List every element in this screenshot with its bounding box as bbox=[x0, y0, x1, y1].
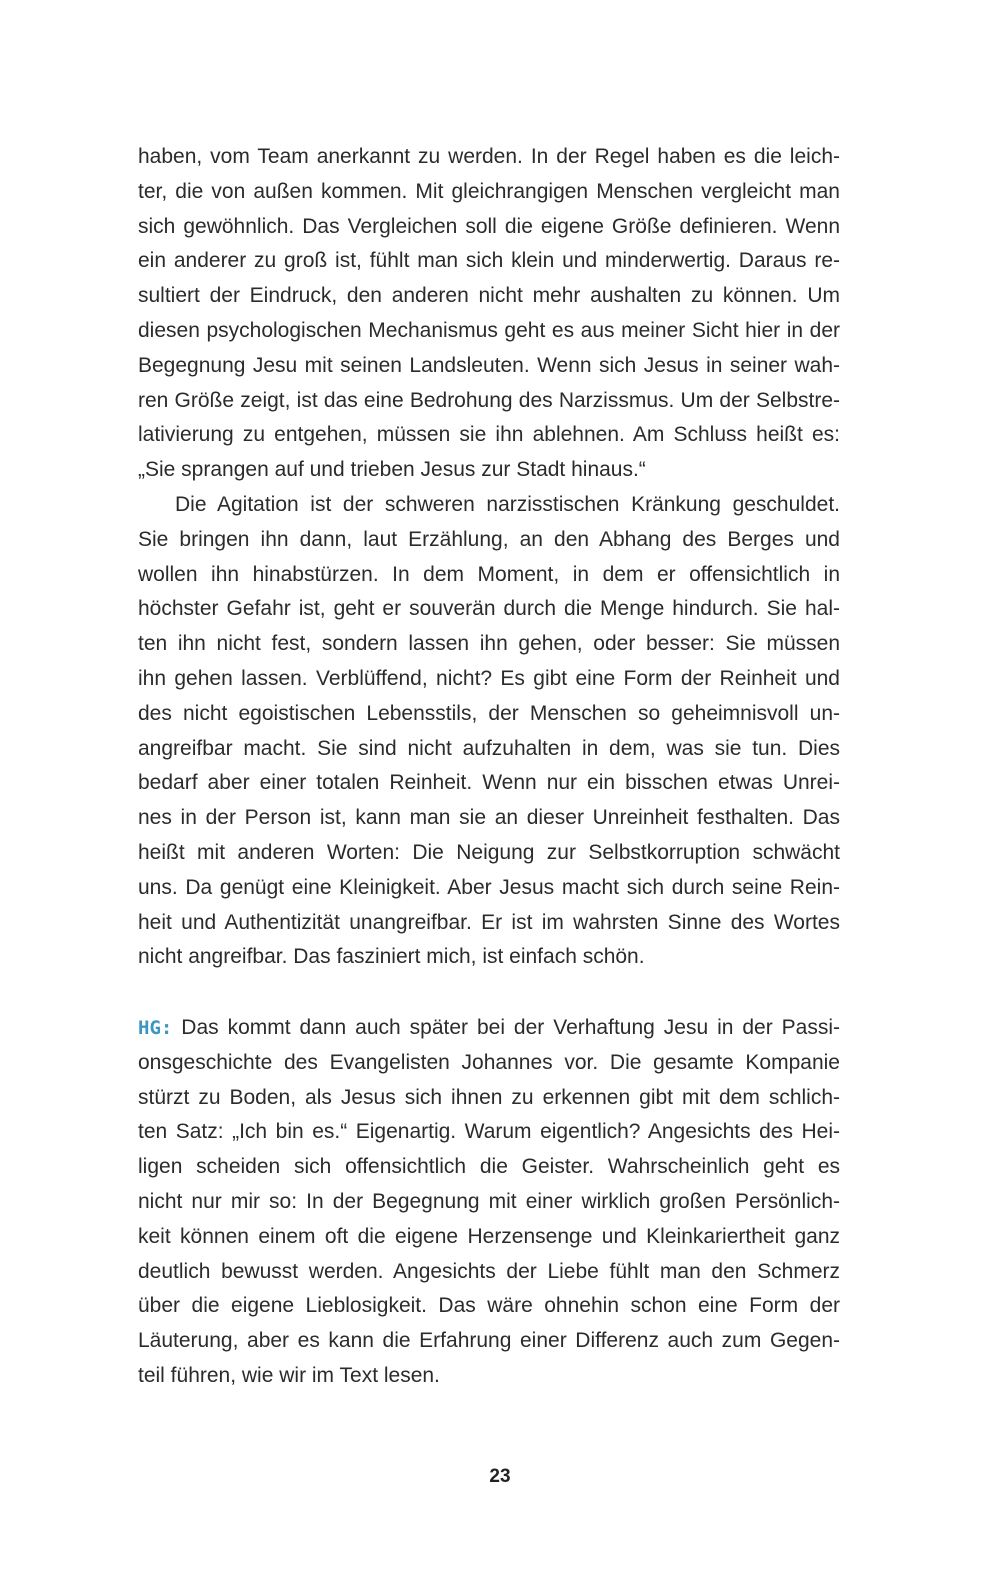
text-line: des nicht egoistischen Lebensstils, der Menschen so geheimnisvoll un- bbox=[138, 701, 840, 725]
text-line: ihn gehen lassen. Verblüffend, nicht? Es gibt eine Form der Reinheit und bbox=[138, 666, 840, 690]
speaker-label: HG: bbox=[138, 1017, 173, 1039]
text-line: höchster Gefahr ist, geht er souverän durch die Menge hindurch. Sie hal- bbox=[138, 597, 840, 621]
text-line: sultiert der Eindruck, den anderen nicht mehr aushalten zu können. Um bbox=[138, 284, 840, 308]
text-line: nes in der Person ist, kann man sie an dieser Unreinheit festhalten. Das bbox=[138, 806, 840, 830]
text-line: deutlich bewusst werden. Angesichts der Liebe fühlt man den Schmerz bbox=[138, 1259, 840, 1283]
text-line: wollen ihn hinabstürzen. In dem Moment, in dem er offensichtlich in bbox=[138, 562, 840, 586]
text-line: Sie bringen ihn dann, laut Erzählung, an den Abhang des Berges und bbox=[138, 527, 840, 551]
text-line: lativierung zu entgehen, müssen sie ihn ablehnen. Am Schluss heißt es: bbox=[138, 423, 840, 447]
text-line: sich gewöhnlich. Das Vergleichen soll die eigene Größe definieren. Wenn bbox=[138, 214, 840, 238]
text-line: über die eigene Lieblosigkeit. Das wäre ohnehin schon eine Form der bbox=[138, 1294, 840, 1318]
text-line: diesen psychologischen Mechanismus geht es aus meiner Sicht hier in der bbox=[138, 318, 840, 342]
text-line: nicht angreifbar. Das fasziniert mich, ist einfach schön. bbox=[138, 945, 645, 969]
text-line bbox=[138, 1011, 840, 1046]
text-line: teil führen, wie wir im Text lesen. bbox=[138, 1363, 440, 1387]
text-line: ter, die von außen kommen. Mit gleichrangigen Menschen vergleicht man bbox=[138, 179, 840, 203]
text-line: bedarf aber einer totalen Reinheit. Wenn nur ein bisschen etwas Unrei- bbox=[138, 771, 840, 795]
text-line: keit können einem oft die eigene Herzensenge und Kleinkariertheit ganz bbox=[138, 1224, 840, 1248]
text-line: Die Agitation ist der schweren narzisstischen Kränkung geschuldet. bbox=[175, 492, 840, 516]
text-line: ten ihn nicht fest, sondern lassen ihn gehen, oder besser: Sie müssen bbox=[138, 632, 840, 656]
text-line: ren Größe zeigt, ist das eine Bedrohung des Narzissmus. Um der Selbstre- bbox=[138, 388, 840, 412]
text-line: ein anderer zu groß ist, fühlt man sich klein und minderwertig. Daraus re- bbox=[138, 249, 840, 273]
text-line: heißt mit anderen Worten: Die Neigung zur Selbstkorruption schwächt bbox=[138, 840, 840, 864]
text-segment: Das kommt dann auch später bei der Verhaftung Jesu in der Passi- bbox=[172, 1016, 840, 1039]
paragraph-3 bbox=[138, 1011, 840, 1394]
text-line: angreifbar macht. Sie sind nicht aufzuhalten in dem, was sie tun. Dies bbox=[138, 736, 840, 760]
text-line: „Sie sprangen auf und trieben Jesus zur Stadt hinaus.“ bbox=[138, 458, 646, 482]
page-number: 23 bbox=[489, 1466, 511, 1487]
text-line: haben, vom Team anerkannt zu werden. In der Regel haben es die leich- bbox=[138, 145, 840, 168]
text-line: onsgeschichte des Evangelisten Johannes vor. Die gesamte Kompanie bbox=[138, 1050, 840, 1074]
text-line: ligen scheiden sich offensichtlich die Geister. Wahrscheinlich geht es bbox=[138, 1155, 840, 1179]
text-line: uns. Da genügt eine Kleinigkeit. Aber Jesus macht sich durch seine Rein- bbox=[138, 875, 840, 899]
paragraph-1 bbox=[138, 140, 840, 975]
text-line: Läuterung, aber es kann die Erfahrung einer Differenz auch zum Gegen- bbox=[138, 1329, 840, 1353]
text-line: heit und Authentizität unangreifbar. Er ist im wahrsten Sinne des Wortes bbox=[138, 910, 840, 934]
text-line: Begegnung Jesu mit seinen Landsleuten. Wenn sich Jesus in seiner wah- bbox=[138, 353, 840, 377]
text-line: stürzt zu Boden, als Jesus sich ihnen zu erkennen gibt mit dem schlich- bbox=[138, 1085, 840, 1109]
text-line: ten Satz: „Ich bin es.“ Eigenartig. Warum eigentlich? Angesichts des Hei- bbox=[138, 1120, 840, 1144]
text-line: nicht nur mir so: In der Begegnung mit einer wirklich großen Persönlich- bbox=[138, 1189, 840, 1213]
